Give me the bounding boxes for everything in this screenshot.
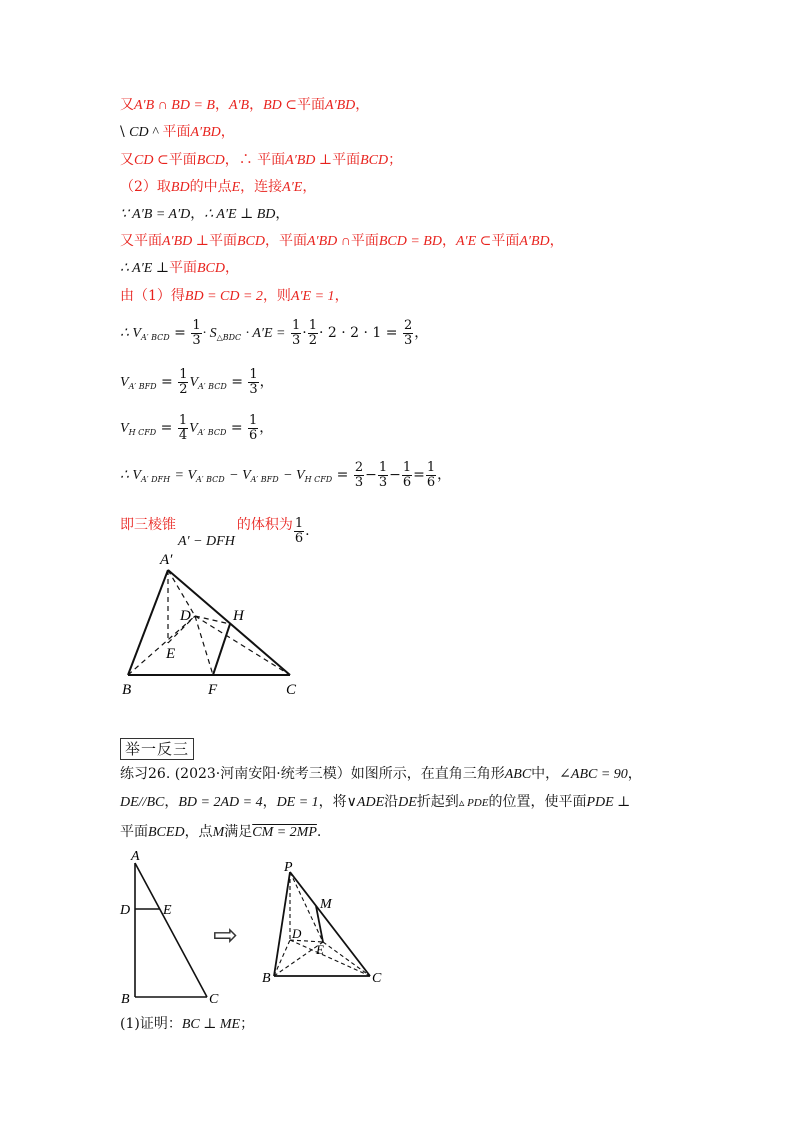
label-D: D: [120, 903, 131, 918]
label-E: E: [163, 903, 172, 918]
label-D: D: [180, 608, 191, 624]
edge-E-C: [323, 942, 370, 976]
fraction: $\frac{1}{4}$: [178, 412, 188, 443]
label-A: A: [131, 849, 140, 864]
label-C: C: [372, 971, 382, 986]
solution-line-6: 又平面A′BD ⊥平面BCD，平面A′BD ∩平面BCD = BD，A′E ⊂平面A′BD，: [120, 233, 564, 249]
edge-D-C: [290, 940, 370, 976]
label-B: B: [121, 992, 130, 1007]
label-E: E: [166, 646, 176, 662]
label-M: M: [320, 897, 332, 912]
edge-A-B: [128, 570, 168, 675]
pyramid-figure: [110, 548, 330, 708]
label-C: C: [286, 682, 297, 698]
transform-arrow-icon: ⇨: [213, 918, 239, 953]
edge-P-B: [274, 872, 290, 976]
solution-line-9: ∴ $V_{A' BCD}$ = $\frac{1}{3}$ · $S_{\triangle BDC} \cdot A'E$ = $\frac{1}{3}$ · $\frac{1}{2}$ · 2 · 2 · 1 = $\frac{2}{3}$ ，: [120, 317, 429, 348]
fraction: $\frac{1}{6}$: [426, 459, 436, 490]
solution-line-8: 由（1）得BD = CD = 2，则A′E = 1，: [120, 288, 349, 304]
label-B: B: [262, 971, 271, 986]
fraction: $\frac{1}{3}$: [192, 317, 201, 348]
label-B: B: [122, 682, 132, 698]
solution-conclusion: 即三棱锥A′ − DFH的体积为 $\frac{1}{6}$ .: [120, 515, 310, 549]
solution-line-10: $V_{A' BFD}$ = $\frac{1}{2}$ $V_{A' BCD}$ = $\frac{1}{3}$ ，: [120, 366, 274, 397]
fraction: $\frac{2}{3}$: [403, 317, 413, 348]
solution-line-12: ∴ $V_{A' DFH} = V_{A' BCD} - V_{A' BFD} - V_{H CFD}$ = $\frac{2}{3}$ − $\frac{1}{3}$ − $\frac{1}{6}$ = $\frac{1}{6}$ ，: [120, 459, 452, 490]
label-F: F: [208, 682, 218, 698]
folded-pyramid-figure: [258, 858, 388, 988]
edge-D-C: [195, 616, 290, 675]
fraction: $\frac{1}{3}$: [291, 317, 301, 348]
question-1: (1)证明：BC ⊥ ME；: [120, 1016, 255, 1032]
solution-line-4: （2）取BD的中点E，连接A′E，: [120, 179, 317, 195]
edge-A-C: [135, 863, 207, 997]
solution-line-11: $V_{H CFD}$ = $\frac{1}{4}$ $V_{A' BCD}$ = $\frac{1}{6}$ ，: [120, 412, 274, 443]
solution-line-7: ∴ A′E ⊥平面BCD，: [120, 260, 239, 276]
edge-H-F: [213, 624, 230, 675]
solution-line-1: 又A′B ∩ BD = B，A′B，BD ⊂平面A′BD，: [120, 97, 370, 113]
problem-line-2: DE//BC，BD = 2AD = 4，DE = 1，将∨ADE沿DE折起到▵ PDE的位置，使平面PDE ⊥: [120, 794, 631, 810]
fraction: $\frac{1}{3}$: [249, 366, 258, 397]
edge-P-C: [290, 872, 370, 976]
problem-line-1: 练习26. (2023·河南安阳·统考三模）如图所示，在直角三角形ABC中，∠ABC = 90，: [120, 766, 642, 782]
edge-D-F: [195, 616, 213, 675]
fraction: $\frac{1}{2}$: [179, 366, 188, 397]
label-D: D: [292, 926, 302, 941]
problem-line-3: 平面BCED，点M满足CM = 2MP.: [120, 824, 322, 840]
solution-line-5: ∵ A′B = A′D，∴ A′E ⊥ BD，: [120, 206, 290, 222]
label-P: P: [284, 860, 293, 875]
label-A: A′: [160, 552, 173, 568]
fraction: $\frac{1}{6}$: [294, 515, 304, 546]
label-H: H: [233, 608, 244, 624]
fraction: $\frac{1}{2}$: [308, 317, 317, 348]
fraction: $\frac{2}{3}$: [354, 459, 364, 490]
label-C: C: [209, 992, 219, 1007]
fraction: $\frac{1}{3}$: [378, 459, 388, 490]
solution-line-2: \ CD ^ 平面A′BD，: [120, 124, 235, 140]
label-E: E: [316, 942, 324, 957]
section-title: 举一反三: [120, 738, 194, 760]
fraction: $\frac{1}{6}$: [249, 412, 258, 443]
solution-line-3: 又CD ⊂平面BCD，∴ 平面A′BD ⊥平面BCD；: [120, 152, 403, 168]
edge-B-D: [128, 616, 195, 675]
fraction: $\frac{1}{6}$: [402, 459, 412, 490]
